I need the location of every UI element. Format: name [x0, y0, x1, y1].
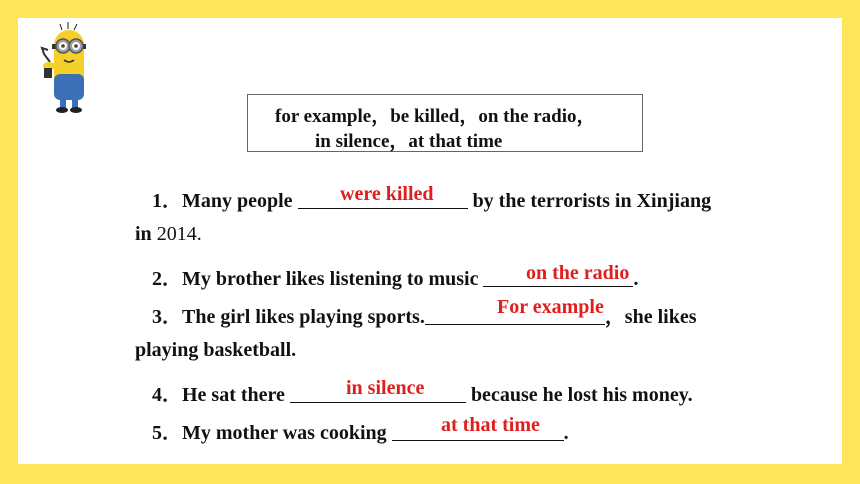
sentence-number: 2． — [152, 268, 182, 290]
minion-icon — [40, 22, 98, 114]
answer-5: at that time — [441, 414, 540, 436]
sentence-text: The girl likes playing sports. — [182, 306, 425, 328]
sentence-3-continued: playing basketball. — [135, 339, 297, 361]
answer-1: were killed — [340, 183, 434, 205]
sentence-number: 4． — [152, 384, 182, 406]
answer-2: on the radio — [526, 262, 630, 284]
phrase-bank-line-2: in silence，at that time — [315, 131, 503, 152]
sentence-text: Many people — [182, 190, 298, 212]
phrase-bank-line-1: for example，be killed，on the radio， — [275, 106, 596, 127]
year-text: 2014. — [156, 223, 202, 245]
sentence-text: My mother was cooking — [182, 422, 392, 444]
sentence-text: My brother likes listening to music — [182, 268, 484, 290]
answer-3: For example — [497, 296, 604, 318]
sentence-number: 3． — [152, 306, 182, 328]
answer-4: in silence — [346, 377, 425, 399]
sentence-text: by the terrorists in Xinjiang — [467, 190, 712, 212]
sentence-1-continued — [135, 223, 202, 246]
sentence-text: . — [563, 422, 569, 444]
sentence-3 — [152, 300, 697, 329]
sentence-text: He sat there — [182, 384, 290, 406]
sentence-number: 1． — [152, 190, 182, 212]
sentence-text: because he lost his money. — [465, 384, 693, 406]
sentence-text: ，she likes — [604, 306, 697, 328]
sentence-number: 5． — [152, 422, 182, 444]
phrase-bank — [247, 94, 643, 152]
sentence-text: . — [633, 268, 639, 290]
sentence-text: in — [135, 223, 157, 245]
